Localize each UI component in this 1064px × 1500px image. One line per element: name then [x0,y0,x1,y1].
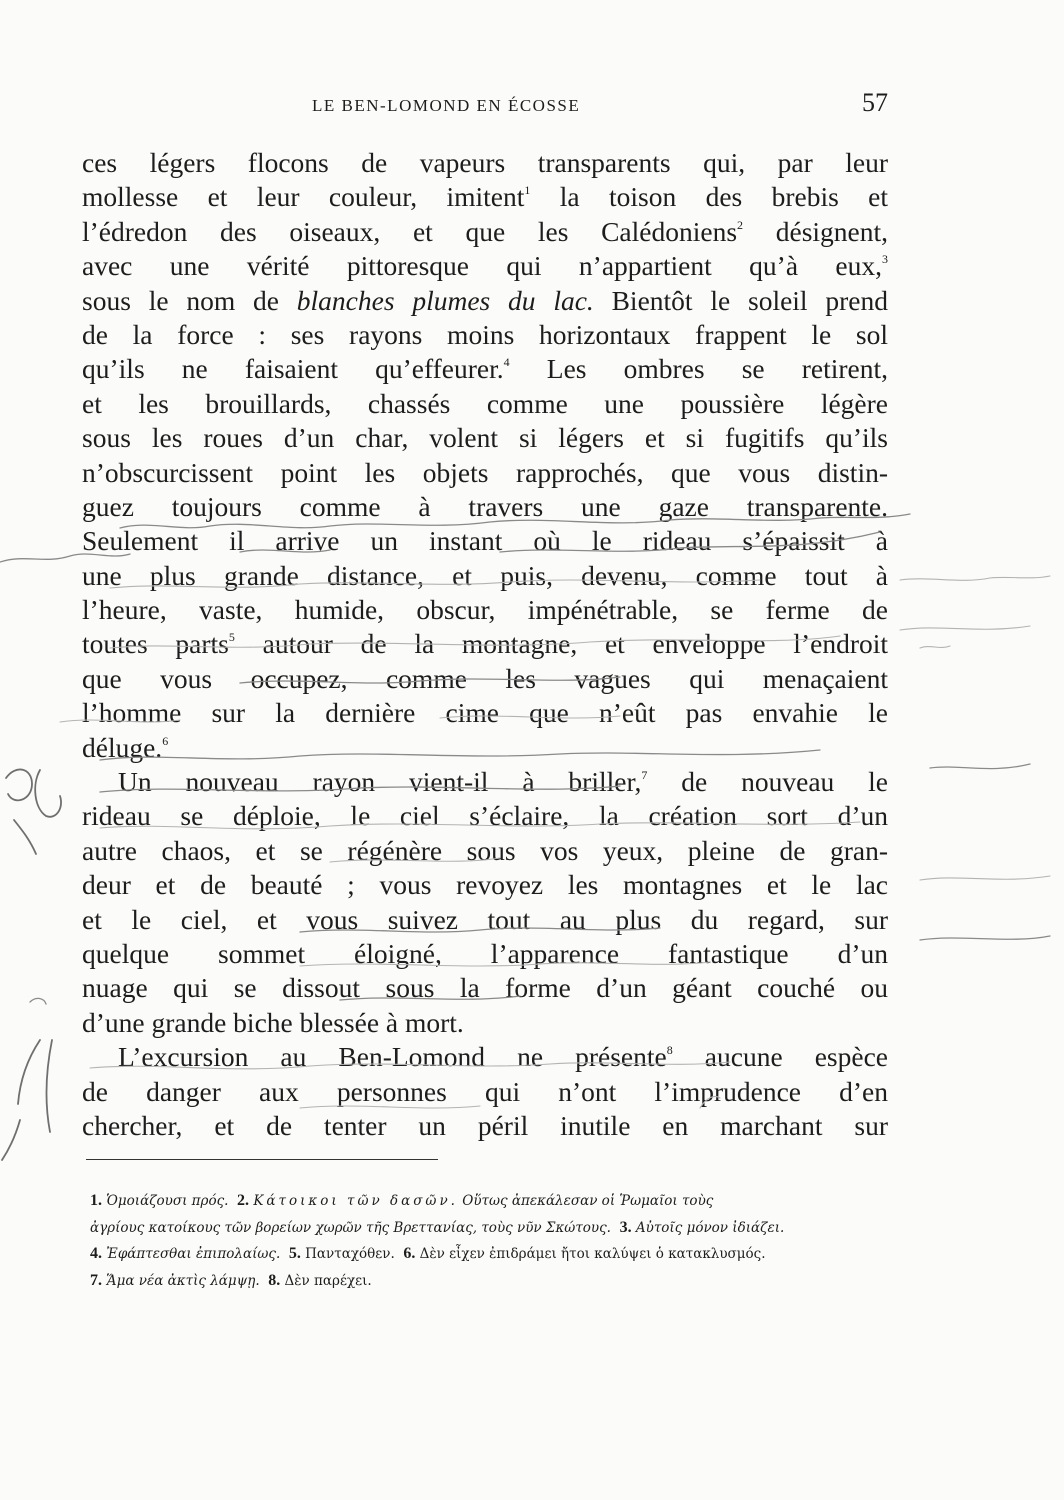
text-line: toutes parts$^5$ autour de la montagne, et enveloppe l’endroit [82,628,889,660]
footnote-line: 7. Ἅμα νέα ἀκτὶς λάμψῃ. 8. Δὲν παρέχει. [90,1271,372,1289]
page-number: 57 [862,88,888,117]
text-line: ces légers flocons de vapeurs transparents qui, par leur [82,147,888,178]
text-line: que vous occupez, comme les vagues qui menaçaient [82,662,888,694]
footnote-ref: 8 [666,1043,673,1058]
text-line: chercher, et de tenter un péril inutile en marchant sur [82,1109,888,1141]
footnotes [90,1188,890,1294]
text-line: de danger aux personnes qui n’ont l’imprudence d’en [82,1075,888,1107]
text-line: d’une grande biche blessée à mort. [82,1006,464,1038]
text-line: Un nouveau rayon vient-il à briller,$^7$ de nouveau le [118,766,889,798]
text-line: sous le nom de blanches plumes du lac. Bientôt le soleil prend [82,284,888,316]
text-line: guez toujours comme à travers une gaze transparente. [82,490,888,522]
text-line: L’excursion au Ben-Lomond ne présente$^8$ aucune espèce [118,1041,888,1073]
footnote-line: 1. Ὁμοιάζουσι πρός. 2. Κάτοικοι τῶν δασῶν. Οὕτως ἀπεκάλεσαν οἱ Ῥωμαῖοι τοὺς [90,1192,714,1209]
footnote-ref: 3 [882,252,888,267]
footnote-ref: 6 [162,733,169,748]
text-line: de la force : ses rayons moins horizontaux frappent le sol [82,318,888,350]
text-line: Seulement il arrive un instant où le rideau s’épaissit à [82,525,888,557]
footnote-ref: 4 [503,355,510,370]
text-line: rideau se déploie, le ciel s’éclaire, la création sort d’un [82,800,888,832]
text-line: avec une vérité pittoresque qui n’appartient qu’à eux,$^3$ [82,250,888,282]
footnote-ref: 7 [641,768,648,783]
running-title: LE BEN-LOMOND EN ÉCOSSE [312,96,581,115]
footnote-ref: 1 [524,183,531,198]
text-line: une plus grande distance, et puis, devenu, comme tout à [82,559,888,591]
text-line: l’édredon des oiseaux, et que les Calédoniens$^2$ désignent, [82,215,889,247]
body-text [82,146,888,1143]
text-line: l’homme sur la dernière cime que n’eût pas envahie le [82,697,888,729]
footnote-line: 4. Ἐφάπτεσθαι ἐπιπολαίως. 5. Πανταχόθεν. 6. Δὲν εἶχεν ἐπιδράμει ἤτοι καλύψει ὁ κατακλυσμός. [90,1245,766,1262]
footnote-ref: 5 [228,630,235,645]
text-line: sous les roues d’un char, volent si légers et si fugitifs qu’ils [82,422,888,454]
text-line: autre chaos, et se régénère sous vos yeux, pleine de gran- [82,834,888,866]
footnote-line: ἀγρίους κατοίκους τῶν βορείων χωρῶν τῆς Βρεττανίας, τοὺς νῦν Σκώτους. 3. Αὐτοῖς μόνον ἰδιάζει. [90,1218,785,1236]
text-line: deur et de beauté ; vous revoyez les montagnes et le lac [82,869,888,901]
italic-phrase: blanches plumes du lac. [296,284,594,316]
running-head [82,88,888,124]
text-line: nuage qui se dissout sous la forme d’un géant couché ou [82,972,888,1004]
footnote-ref: 2 [737,217,744,232]
text-line: qu’ils ne faisaient qu’effeurer.$^4$ Les ombres se retirent, [82,353,889,385]
text-line: l’heure, vaste, humide, obscur, impénétrable, se ferme de [82,594,888,626]
text-line: mollesse et leur couleur, imitent$^1$ la toison des brebis et [82,181,889,213]
text-line: et les brouillards, chassés comme une poussière légère [82,387,888,419]
text-line: n’obscurcissent point les objets rapprochés, que vous distin- [82,456,888,488]
text-line: déluge.$^6$ [82,731,169,763]
footnote-rule [86,1159,438,1160]
text-line: quelque sommet éloigné, l’apparence fantastique d’un [82,937,888,969]
text-line: et le ciel, et vous suivez tout au plus du regard, sur [82,903,888,935]
